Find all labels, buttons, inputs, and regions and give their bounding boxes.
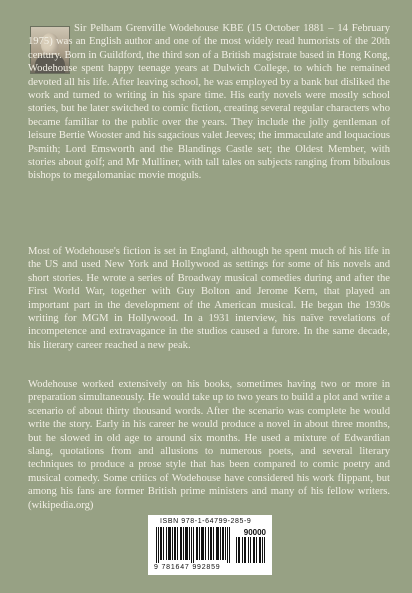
isbn-barcode	[148, 515, 272, 575]
ean-digits: 9 781647 992859	[154, 564, 221, 571]
isbn-number: ISBN 978-1-64799-285-9	[160, 518, 252, 525]
ean-bars	[156, 527, 232, 563]
bio-paragraph-3: Wodehouse worked extensively on his books, sometimes having two or more in preparation simultaneously. He would take up to two years to build a plot and write a scenario of about thirty thousand words. After the scenario was complete he would write the story. Early in his career he would produce a novel in about three months, but he slowed in old age to around six months. He used a mixture of Edwardian slang, quotations from and allusions to numerous poets, and several literary techniques to produce a prose style that has been compared to comic poetry and musical comedy. Some critics of Wodehouse have considered his work flippant, but among his fans are former British prime ministers and many of his fellow writers. (wikipedia.org)	[28, 379, 390, 511]
price-code: 90000	[243, 528, 266, 537]
price-addon-bars	[236, 537, 266, 563]
bio-paragraph-2: Most of Wodehouse's fiction is set in England, although he spent much of his life in the US and used New York and Hollywood as settings for some of his novels and short stories. He wrote a series of Broadway musical comedies during and after the First World War, together with Guy Bolton and Jerome Kern, that played an important part in the development of the American musical. He began the 1930s writing for MGM in Hollywood. In a 1931 interview, his naïve revelations of incompetence and extravagance in the studios caused a furore. In the same decade, his literary career reached a new peak.	[28, 246, 390, 351]
bio-paragraph-1: Sir Pelham Grenville Wodehouse KBE (15 October 1881 – 14 February 1975) was an English author and one of the most widely read humorists of the 20th century. Born in Guildford, the third son of a British magistrate based in Hong Kong, Wodehouse spent happy teenage years at Dulwich College, to which he remained devoted all his life. After leaving school, he was employed by a bank but disliked the work and turned to writing in his spare time. His early novels were mostly school stories, but he later switched to comic fiction, creating several regular characters who became familiar to the public over the years. They include the jolly gentleman of leisure Bertie Wooster and his sagacious valet Jeeves; the immaculate and loquacious Psmith; Lord Emsworth and the Blandings Castle set; the Oldest Member, with stories about golf; and Mr Mulliner, with tall tales on subjects ranging from bibulous bishops to megalomaniac movie moguls.	[28, 23, 390, 182]
